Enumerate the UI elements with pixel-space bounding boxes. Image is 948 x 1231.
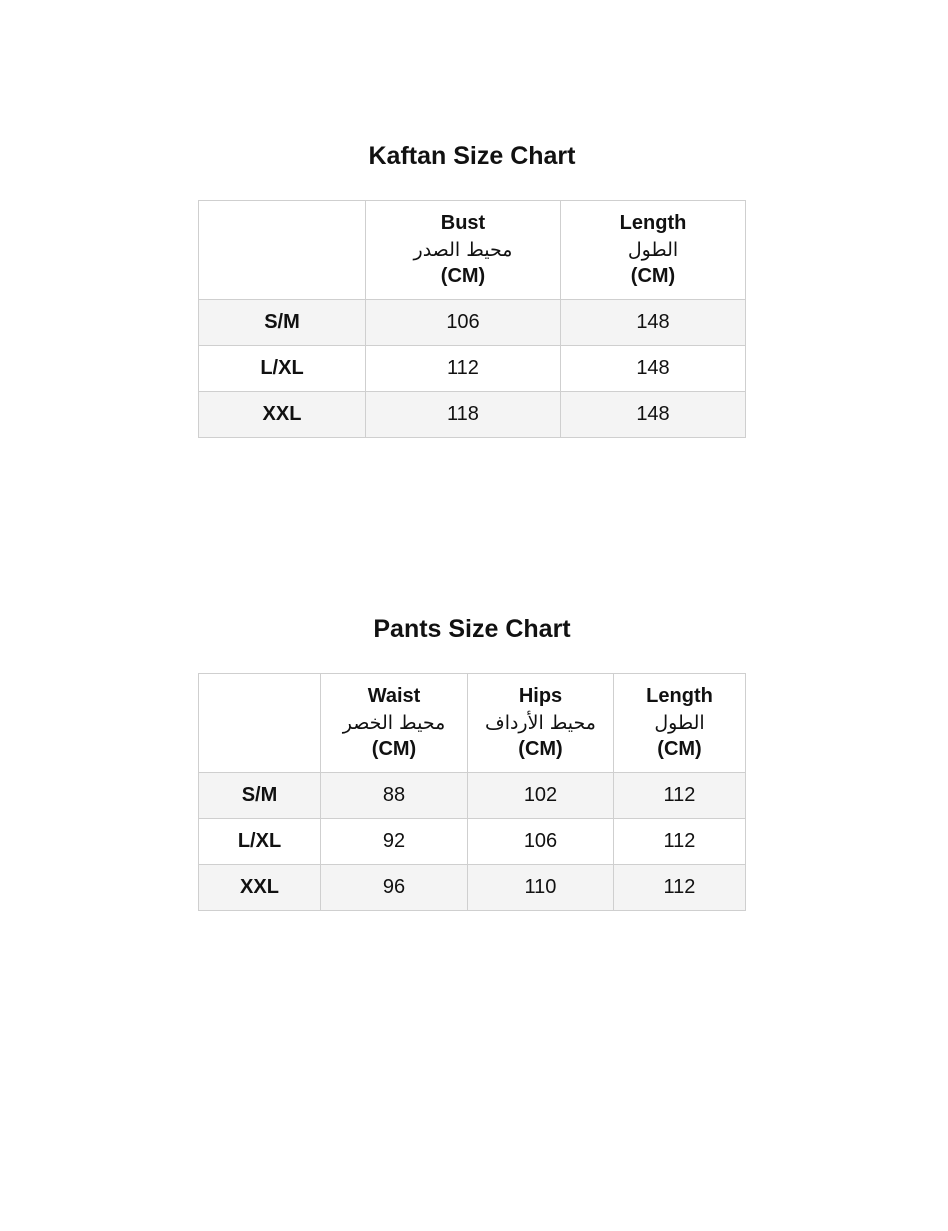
header-ar-label: محيط الصدر [413,239,513,261]
length-value: 148 [561,392,746,438]
table-row [199,392,746,438]
waist-value: 96 [321,865,468,911]
kaftan-header-length [561,201,746,300]
size-label: XXL [199,865,321,911]
header-en-label: Bust [440,212,486,234]
pants-size-table [198,673,746,911]
waist-value: 92 [321,819,468,865]
bust-value: 112 [366,346,561,392]
kaftan-header-bust [366,201,561,300]
pants-chart-title: Pants Size Chart [373,615,571,643]
header-unit-label: (CM) [657,738,702,760]
header-ar-label: الطول [627,239,679,261]
bust-value: 106 [366,300,561,346]
table-row [199,346,746,392]
length-value: 148 [561,300,746,346]
pants-header-row [199,674,746,773]
hips-value: 106 [468,819,614,865]
kaftan-chart-title: Kaftan Size Chart [368,142,576,170]
kaftan-header-row [199,201,746,300]
header-en-label: Length [619,212,687,234]
table-row [199,773,746,819]
header-en-label: Length [646,685,713,707]
pants-header-length [614,674,746,773]
size-label: S/M [199,300,366,346]
header-unit-label: (CM) [371,738,417,760]
length-value: 112 [614,865,746,911]
kaftan-size-table [198,200,746,438]
length-value: 112 [614,773,746,819]
header-en-label: Hips [518,685,563,707]
pants-header-waist [321,674,468,773]
header-unit-label: (CM) [440,265,486,287]
pants-header-hips [468,674,614,773]
header-unit-label: (CM) [630,265,676,287]
length-value: 148 [561,346,746,392]
size-label: L/XL [199,346,366,392]
hips-value: 110 [468,865,614,911]
hips-value: 102 [468,773,614,819]
waist-value: 88 [321,773,468,819]
header-ar-label: الطول [654,712,705,734]
size-label: L/XL [199,819,321,865]
header-unit-label: (CM) [518,738,563,760]
size-label: XXL [199,392,366,438]
header-en-label: Waist [367,685,421,707]
length-value: 112 [614,819,746,865]
header-ar-label: محيط الخصر [342,712,446,734]
pants-header-empty [199,674,321,773]
table-row [199,300,746,346]
kaftan-header-empty [199,201,366,300]
header-ar-label: محيط الأرداف [485,712,596,734]
size-label: S/M [199,773,321,819]
table-row [199,865,746,911]
table-row [199,819,746,865]
bust-value: 118 [366,392,561,438]
